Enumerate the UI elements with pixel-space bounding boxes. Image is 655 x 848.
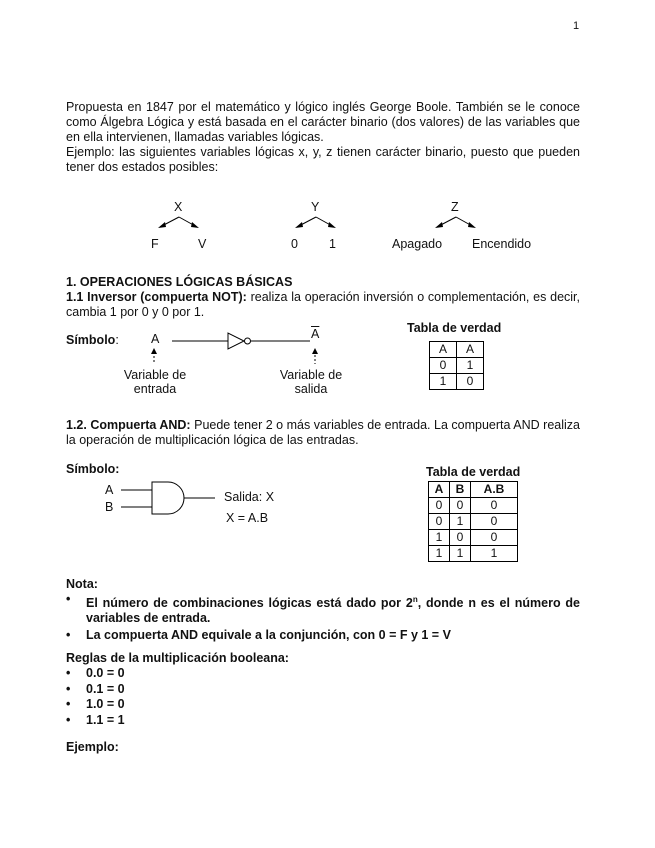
table-cell: 0 bbox=[471, 530, 518, 546]
list-item: • 1.0 = 0 bbox=[66, 697, 125, 713]
header-cell: A bbox=[430, 342, 457, 358]
and-gate-body bbox=[152, 482, 184, 514]
and-input-a: A bbox=[105, 483, 114, 497]
header-cell: A.B bbox=[471, 482, 518, 498]
and-truth-table bbox=[428, 481, 518, 562]
example-label: Ejemplo: bbox=[66, 740, 119, 754]
table-row bbox=[429, 498, 518, 514]
list-item: • 0.0 = 0 bbox=[66, 666, 125, 682]
table-row bbox=[429, 530, 518, 546]
nota-item1-superscript: n bbox=[412, 595, 418, 604]
header-cell: $\overline{A}$ bbox=[457, 342, 484, 358]
and-truth-title: Tabla de verdad bbox=[426, 465, 521, 479]
var-z-name: Z bbox=[451, 200, 459, 214]
and-title: 1.2. Compuerta AND: bbox=[66, 418, 191, 432]
table-cell: 0 bbox=[429, 498, 450, 514]
var-x-right: V bbox=[198, 237, 207, 251]
example-paragraph: Ejemplo: las siguientes variables lógicas x, y, z tienen carácter binario, puesto que pueden tener dos estados posibles: bbox=[66, 145, 580, 174]
intro-paragraph: Propuesta en 1847 por el matemático y lógico inglés George Boole. También se le conoce como Álgebra Lógica y está basada en el carácter binario (dos valores) de las variables que en ella intervienen, llamadas variables lógicas. bbox=[66, 100, 580, 144]
table-cell: 1 bbox=[457, 358, 484, 374]
table-cell: 0 bbox=[430, 358, 457, 374]
var-x-name: X bbox=[174, 200, 183, 214]
table-cell: 0 bbox=[450, 498, 471, 514]
not-truth-title: Tabla de verdad bbox=[407, 321, 502, 335]
header-cell: B bbox=[450, 482, 471, 498]
and-input-b: B bbox=[105, 500, 114, 514]
header-cell: A bbox=[429, 482, 450, 498]
var-y-left: 0 bbox=[291, 237, 298, 251]
output-caption-line2: salida bbox=[294, 382, 328, 396]
var-y-right: 1 bbox=[329, 237, 336, 251]
table-row bbox=[429, 546, 518, 562]
table-cell: 1 bbox=[450, 546, 471, 562]
rules-list bbox=[66, 666, 125, 728]
not-title: 1.1 Inversor (compuerta NOT): bbox=[66, 290, 247, 304]
var-z-left: Apagado bbox=[392, 237, 443, 251]
input-caption-line1: Variable de bbox=[123, 368, 187, 382]
not-output-label: $\overline{A}$ bbox=[311, 327, 320, 341]
rules-title: Reglas de la multiplicación booleana: bbox=[66, 651, 289, 665]
table-header-row bbox=[429, 482, 518, 498]
table-cell: 1 bbox=[450, 514, 471, 530]
nota-list bbox=[66, 592, 580, 643]
nota-item1-text: El número de combinaciones lógicas está dado por 2 bbox=[86, 596, 413, 611]
table-cell: 1 bbox=[429, 530, 450, 546]
table-cell: 0 bbox=[471, 514, 518, 530]
section-heading: 1. OPERACIONES LÓGICAS BÁSICAS bbox=[66, 275, 293, 289]
page-number: 1 bbox=[573, 20, 580, 32]
nota-title: Nota: bbox=[66, 577, 98, 591]
output-caption-line1: Variable de bbox=[279, 368, 343, 382]
symbol-label-text: Símbolo bbox=[66, 333, 116, 347]
table-cell: 1 bbox=[429, 546, 450, 562]
var-x-left: F bbox=[151, 237, 159, 251]
list-item: • 1.1 = 1 bbox=[66, 713, 125, 729]
not-description: realiza la operación inversión o complementación, es decir, cambia 1 por 0 y 0 por 1. bbox=[66, 290, 581, 319]
input-caption-line2: entrada bbox=[133, 382, 177, 396]
table-cell: 0 bbox=[429, 514, 450, 530]
nota-item1-text-end: , donde n es el número de variables de entrada. bbox=[86, 596, 580, 626]
table-cell: 1 bbox=[471, 546, 518, 562]
var-z-right: Encendido bbox=[472, 237, 532, 251]
list-item: • La compuerta AND equivale a la conjunción, con 0 = F y 1 = V bbox=[66, 628, 580, 643]
table-cell: 0 bbox=[457, 374, 484, 390]
list-item: • 0.1 = 0 bbox=[66, 682, 125, 698]
table-cell: 0 bbox=[471, 498, 518, 514]
and-symbol-label-text: Símbolo: bbox=[66, 462, 120, 476]
table-cell: 1 bbox=[430, 374, 457, 390]
symbol-colon: : bbox=[115, 333, 119, 347]
table-row bbox=[429, 514, 518, 530]
list-item bbox=[66, 592, 580, 626]
table-cell: 0 bbox=[450, 530, 471, 546]
and-description: Puede tener 2 o más variables de entrada. La compuerta AND realiza la operación de multiplicación lógica de las entradas. bbox=[66, 418, 580, 447]
and-output-label: Salida: X bbox=[224, 490, 275, 504]
and-equation: X = A.B bbox=[226, 511, 269, 525]
var-y-name: Y bbox=[311, 200, 320, 214]
not-input-label: A bbox=[151, 332, 160, 346]
